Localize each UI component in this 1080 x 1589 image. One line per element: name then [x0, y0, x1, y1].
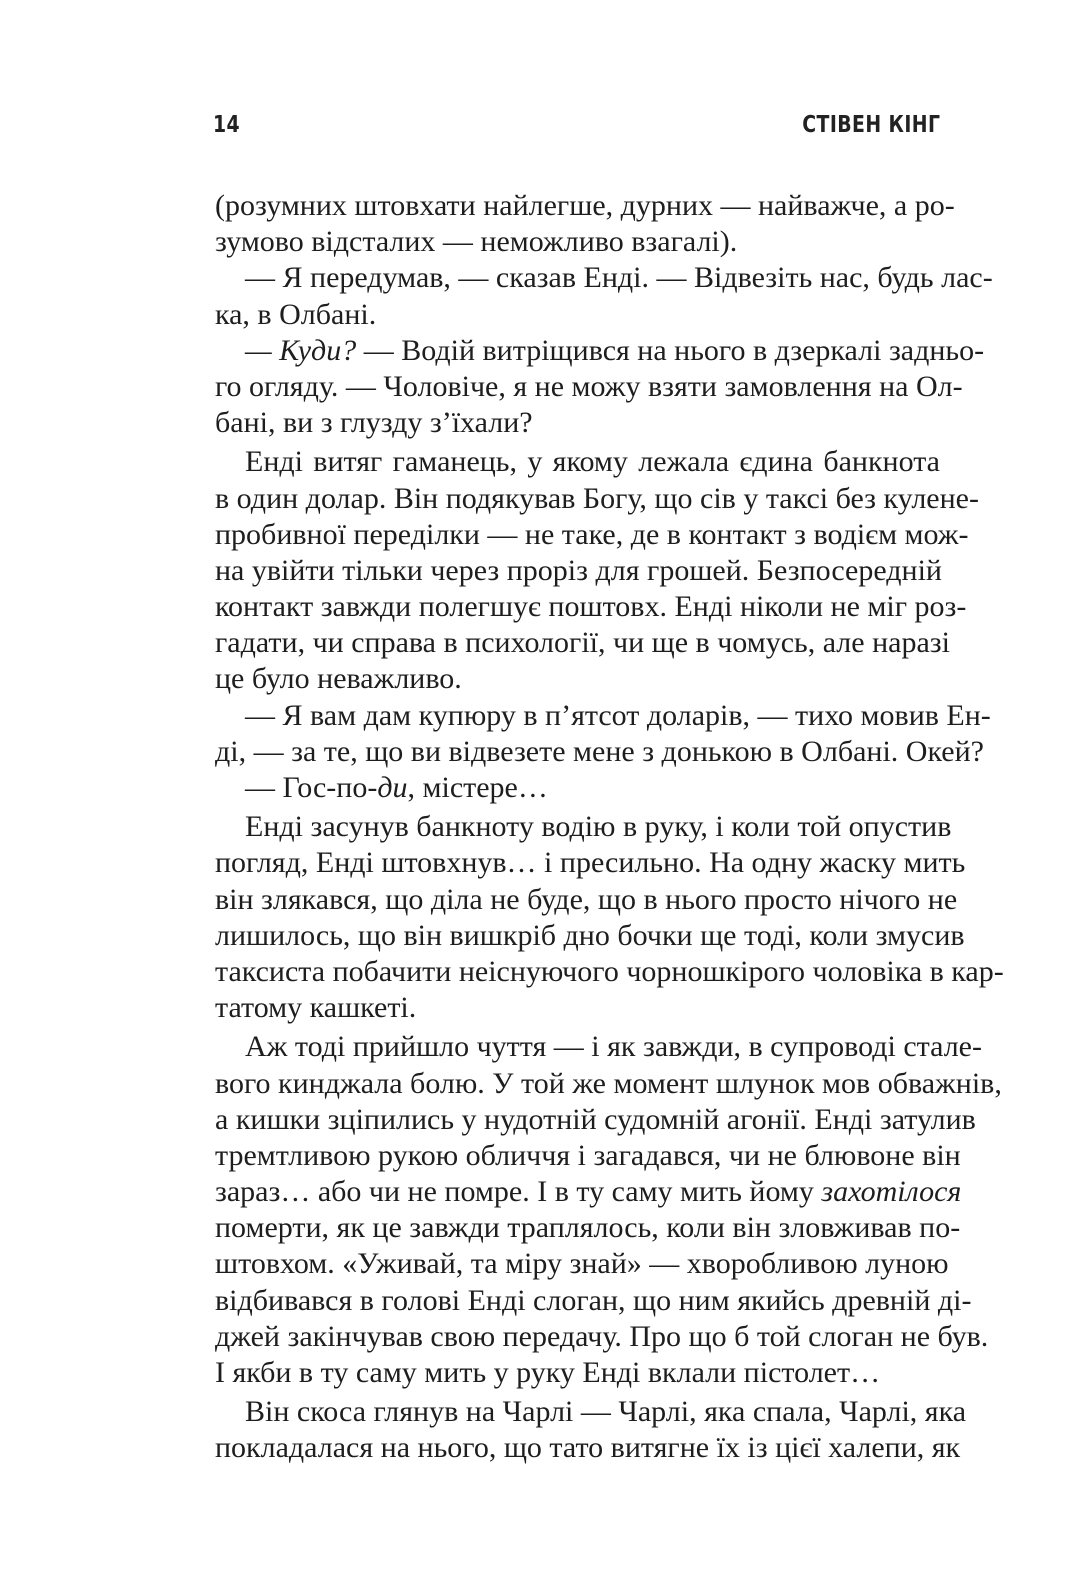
text-line: татому кашкеті.	[215, 991, 417, 1025]
text-line: Він скоса глянув на Чарлі — Чарлі, яка спала, Чарлі, яка	[245, 1395, 967, 1429]
text-line: ка, в Олбані.	[215, 297, 377, 331]
text-line: (розумних штовхати найлегше, дурних — найважче, а ро-	[215, 189, 955, 222]
paragraph	[215, 333, 985, 442]
text-line: Енді засунув банкноту водію в руку, і коли той опустив	[245, 810, 952, 844]
body-text	[215, 188, 1004, 1467]
text-line: в один долар. Він подякував Богу, що сів у таксі без кулене-	[215, 481, 979, 515]
paragraph	[215, 770, 940, 806]
text-line: тремтливою рукою обличчя і загадався, чи не блювоне він	[215, 1138, 961, 1172]
text-line: контакт завжди полегшує поштовх. Енді ніколи не міг роз-	[215, 590, 967, 624]
italic-word: захотілося	[821, 1175, 962, 1209]
text-line: — Я вам дам купюру в п’ятсот доларів, — тихо мовив Ен-	[245, 698, 991, 732]
text-line: померти, як це завжди траплялось, коли він зловживав по-	[215, 1211, 961, 1245]
text-line: штовхом. «Уживай, та міру знай» — хворобливою луною	[215, 1247, 949, 1281]
italic-word: ди	[377, 771, 408, 804]
text-run: зараз… або чи не помре. І в ту саму мить йому	[215, 1175, 822, 1209]
text-line: го огляду. — Чоловіче, я не можу взяти замовлення на Ол-	[215, 369, 963, 403]
text-line: на увійти тільки через проріз для грошей. Безпосередній	[215, 553, 942, 587]
paragraph	[215, 1029, 1002, 1391]
text-line: вого кинджала болю. У той же момент шлунок мов обважнів,	[215, 1066, 1002, 1100]
text-line: пробивної переділки — не таке, де в контакт з водієм мож-	[215, 517, 969, 551]
text-line	[215, 1174, 962, 1210]
text-line: Аж тоді прийшло чуття — і як завжди, в супроводі стале-	[245, 1030, 982, 1064]
text-line: — Я передумав, — сказав Енді. — Відвезіть нас, будь лас-	[245, 261, 993, 295]
text-line: ді, — за те, що ви відвезете мене з донькою в Олбані. Окей?	[215, 734, 984, 768]
text-line	[215, 333, 985, 369]
paragraph	[215, 1394, 967, 1466]
text-run: — Гос-по-	[245, 771, 378, 804]
text-line: зумово відсталих — неможливо взагалі).	[215, 225, 738, 259]
paragraph	[215, 260, 993, 332]
text-line: лишилось, що він вишкріб дно бочки ще тоді, коли змусив	[215, 918, 965, 952]
text-line: відбивався в голові Енді слоган, що ним якийсь древній ді-	[215, 1283, 972, 1317]
italic-word: — Куди?	[245, 333, 357, 367]
text-run: — Водій витріщився на нього в дзеркалі задньо-	[356, 333, 985, 367]
text-run: , містере…	[407, 771, 548, 804]
text-line: гадати, чи справа в психології, чи ще в чомусь, але наразі	[215, 626, 950, 660]
running-head	[213, 112, 940, 152]
text-line: таксиста побачити неіснуючого чорношкірого чоловіка в кар-	[215, 954, 1004, 988]
text-line: джей закінчував свою передачу. Про що б той слоган не був.	[215, 1319, 989, 1353]
text-line: це було неважливо.	[215, 662, 462, 696]
paragraph	[215, 698, 991, 770]
page-number: 14	[213, 112, 241, 138]
text-line: він злякався, що діла не буде, що в нього просто нічого не	[215, 882, 958, 916]
text-line: погляд, Енді штовхнув… і пресильно. На одну жаску мить	[215, 846, 966, 880]
running-head-author: СТІВЕН КІНГ	[801, 112, 940, 138]
text-line: покладалася на нього, що тато витягне їх із цієї халепи, як	[215, 1431, 961, 1465]
paragraph	[215, 444, 979, 697]
text-line: а кишки зціпились у нудотній судомній агонії. Енді затулив	[215, 1102, 976, 1136]
text-line: Енді витяг гаманець, у якому лежала єдина банкнота	[245, 445, 940, 479]
text-line: бані, ви з глузду з’їхали?	[215, 406, 533, 440]
paragraph	[215, 188, 955, 260]
text-line: І якби в ту саму мить у руку Енді вклали пістолет…	[215, 1356, 881, 1389]
text-line	[215, 770, 940, 806]
paragraph	[215, 809, 1004, 1026]
